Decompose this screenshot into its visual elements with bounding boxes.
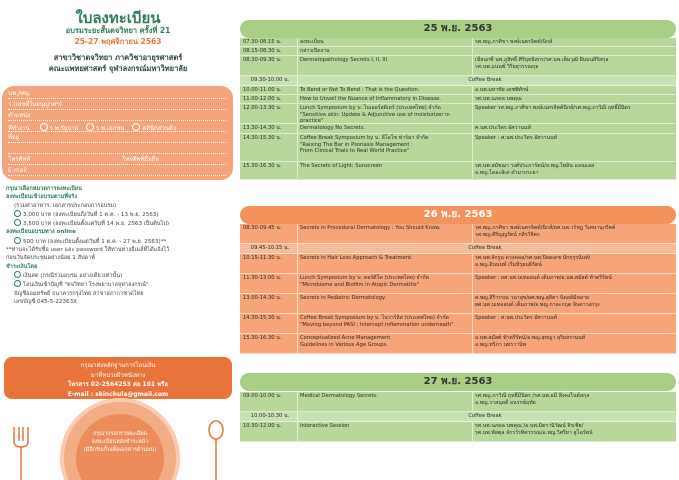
session-time: 15.30-16.30 น.	[243, 335, 282, 341]
position-field[interactable]: ตำแหน่ง	[8, 112, 226, 121]
session-row	[240, 334, 676, 354]
session-time: 10.15-11.30 น.	[243, 255, 282, 261]
session-title: Coffee Break	[468, 77, 502, 83]
session-time: 08.30-09.30 น.	[243, 57, 282, 63]
session-time: 12.00-13.30 น.	[243, 105, 282, 111]
plate-note-2: ลงทะเบียนหลังชำระหน้า	[91, 439, 149, 445]
column-divider	[472, 162, 473, 179]
session-title: How to Unveil the Nuance of Inflammatory in Disease.	[300, 96, 441, 102]
session-title: Secrets in Pediatric Dermatology.	[300, 295, 387, 301]
session-speaker: Speaker รศ.พญ.ภาศิขา พงษ์เนตรจิตต์นิกส์/รศ.พญ.ภาวิณี ฤทธิ์มีนิตร	[475, 105, 631, 111]
column-divider	[472, 422, 473, 441]
session-row	[240, 38, 676, 47]
column-divider	[472, 294, 473, 313]
contact-fax: โทรสาร 02-2564253 ต่อ 101 หรือ	[68, 381, 168, 388]
column-divider	[297, 124, 298, 133]
column-divider	[297, 47, 298, 55]
column-divider	[297, 224, 298, 243]
session-speaker: รศ.พญ.ภาศิขา พงษ์เนตรจิตต์/นิกส์/ผศ.นพ.วรัชฎ วิเศษานุกริตต์ รศ.พญ.ศิริญญรัตน์ กสิรวิจิตร	[475, 225, 616, 238]
session-speaker: Speaker : ศ.นพ.ประวิตร อัศวานนท์	[475, 135, 558, 141]
plate-note-1: กรุณากรอกรายละเอียด	[93, 431, 147, 437]
onsite-note: (รวมค่าอาหาร, เอกสารประกอบการอบรม)	[14, 202, 117, 209]
session-row	[240, 86, 676, 95]
online-option[interactable]: 500 บาท (ลงทะเบียนตั้งแต่วันที่ 1 ต.ค. - 27 พ.ย. 2563)**	[6, 237, 232, 246]
form-title: ใบลงทะเบียน	[75, 9, 161, 27]
column-divider	[297, 392, 298, 411]
session-time: 14.30-15.30 น.	[243, 135, 282, 141]
session-speaker: เขียนกซี นพ.ภูสิทธิ์ ศิริบุทธิสกร/รศ.นพ.เต็มวุฒิ ฝันบนสิริสกุล รศ.นพ.แนนซ์ วิริยสุวรรณกุล	[475, 57, 609, 70]
session-time: 13.00-14.30 น.	[243, 295, 282, 301]
schedule-panel	[237, 0, 679, 480]
column-divider	[472, 56, 473, 75]
division-name: สาขาวิชาตจวิทยา ภาควิชาอายุรศาสตร์	[53, 53, 183, 62]
address-field[interactable]: ที่อยู่	[8, 134, 226, 143]
column-divider	[297, 56, 298, 75]
session-speaker: อ.นพ.มหาชัย เตชพิทักษ์	[475, 87, 529, 93]
session-title: Coffee Break	[468, 245, 502, 251]
column-divider	[472, 334, 473, 353]
session-time: 10.00-11.00 น.	[243, 87, 282, 93]
payment-cash[interactable]: เงินสด (กรณีร่วมอบรม อย่างเดียวเท่านั้น)	[6, 271, 232, 280]
spoon-icon	[206, 420, 226, 480]
day-schedule-table	[240, 392, 676, 442]
address-field-2[interactable]	[8, 145, 226, 154]
online-note-2: ก่อนวันจัดประชุมอย่างน้อย 1 สัปดาห์	[6, 255, 96, 262]
day-header: 26 พ.ย. 2563	[240, 206, 676, 224]
session-time: 10.30-12.00 น.	[243, 423, 282, 429]
column-divider	[297, 134, 298, 161]
session-row	[240, 95, 676, 104]
column-divider	[472, 392, 473, 411]
session-time: 09.45-10.15 น.	[250, 245, 290, 251]
name-field[interactable]: นพ./พญ.	[8, 90, 226, 99]
session-row	[240, 134, 676, 162]
payment-transfer[interactable]: โอนเงินเข้าบัญชี "ตจวิทยา โรงพยาบาลจุฬาลงกรณ์"	[6, 280, 232, 289]
session-row	[240, 422, 676, 442]
online-heading: ลงทะเบียนอบรมทาง online	[6, 229, 76, 236]
session-time: 08.30-09.45 น.	[243, 225, 282, 231]
column-divider	[297, 314, 298, 333]
gov-hospital-radio[interactable]: ร.พ.รัฐบาล	[40, 123, 78, 133]
fork-icon	[10, 425, 32, 480]
session-title: Medical Dermatology Secrets.	[300, 393, 378, 399]
bank-info: บัญชีออมทรัพย์ ธนาคารกรุงไทย สาขาสภากาชาดไทย	[14, 290, 144, 297]
column-divider	[297, 244, 298, 253]
column-divider	[472, 95, 473, 103]
session-speaker: รศ.นพ.นภดล นพคุณ	[475, 96, 522, 102]
online-note-1: **ท่านจะได้รับชื่อ user และ password ให้ท่านทางอีเมล์ที่ได้แจ้งไว้	[6, 247, 170, 254]
column-divider	[297, 162, 298, 179]
session-speaker: รศ.พญ.ภาวิณี ฤทธิ์มีนิตร /รศ.นพ.อมี สิ่งคงไนต์สกุล อ.พญ.วาสนุลดี อนรรฆ์ฤทัย	[475, 393, 590, 406]
onsite-option-late[interactable]: 3,500 บาท (ลงทะเบียนตั้งแต่วันที่ 14 พ.ย. 2563 เป็นต้นไป)	[6, 219, 232, 228]
session-title: Dermatopathology Secrets I, II, III	[300, 57, 387, 63]
column-divider	[472, 38, 473, 46]
day-header: 27 พ.ย. 2563	[240, 373, 676, 391]
column-divider	[297, 95, 298, 103]
account-number: เลขบัญชี 045-5-22363X	[14, 298, 77, 305]
contact-email: E-mail : skinchula@gmail.com	[67, 390, 169, 398]
column-divider	[297, 422, 298, 441]
column-divider	[472, 104, 473, 123]
day-schedule-table	[240, 224, 676, 354]
session-title: Coffee Break Symposium by บ. ไนวาร์ลิส (ประเทศไทย) จำกัด "Moving beyond PASI : Intercept inflammation underneath"	[300, 315, 454, 328]
column-divider	[472, 86, 473, 94]
session-row	[240, 104, 676, 124]
faculty-name: คณะแพทยศาสตร์ จุฬาลงกรณ์มหาวิทยาลัย	[48, 64, 188, 73]
category-heading: กรุณาเลือกหมวดการลงทะเบียน	[6, 186, 82, 192]
onsite-heading: ลงทะเบียนเข้าอบรมตามที่จริง	[6, 194, 78, 201]
session-row	[240, 254, 676, 274]
session-time: 07.30-08.15 น.	[243, 39, 282, 45]
phone-field[interactable]: โทรศัพท์	[8, 156, 226, 165]
course-dates: 25-27 พฤศจิกายน 2563	[74, 37, 162, 46]
registration-panel	[0, 0, 236, 480]
session-title: Secrets in Procedural Dermatology : You Should Know.	[300, 225, 441, 231]
session-title: ลงทะเบียน	[300, 39, 324, 45]
session-title: To Bend or Not To Bend : That is the Question.	[300, 87, 420, 93]
column-divider	[297, 412, 298, 421]
day-schedule-table	[240, 38, 676, 180]
column-divider	[472, 274, 473, 293]
session-speaker: Speaker : ศ.นพ.ประวิตร อัศวานนท์	[475, 315, 558, 321]
session-title: Coffee Break	[468, 413, 502, 419]
private-hospital-radio[interactable]: ร.พ.เอกชน	[86, 123, 124, 133]
session-time: 13.30-14.30 น.	[243, 125, 282, 131]
session-speaker: รศ.พญ.ภาศิขา พงษ์เนตรจิตต์/นิกส์	[475, 39, 553, 45]
session-row	[240, 47, 676, 56]
plate-note-3: (มีอีกรับเก็บเพื่อเอกสารด้านบน)	[83, 447, 157, 453]
session-time: 15.30-16.30 น.	[243, 163, 282, 169]
session-row	[240, 124, 676, 134]
session-title: The Secrets of Light; Sunscreen	[300, 163, 383, 169]
plate-note	[70, 430, 170, 454]
session-title: Lunch Symposium by บ. ไบเออร์สดิเยร์ (ประเทศไทย) จำกัด "Sensitive skin: Update & Adjunctive use of moisturizer in practice"	[300, 105, 450, 124]
column-divider	[472, 134, 473, 161]
contact-box	[4, 357, 232, 399]
course-name: อบรมระยะสั้นตจวิทยา ครั้งที่ 21	[65, 26, 171, 35]
column-divider	[472, 314, 473, 333]
session-title: Conceptualized Acne Management Guidelines in Various Age Groups.	[300, 335, 391, 348]
session-time: 11.00-12.00 น.	[243, 96, 282, 102]
session-speaker: อ.นพ.สมัสต์ ท้าตรีรัตน์/อ.พญ.สุหญา สุริยสรานนท์ อ.พญ.ทริภา นทรวานิพ	[475, 335, 586, 348]
column-divider	[297, 76, 298, 85]
column-divider	[297, 334, 298, 353]
registration-form	[2, 86, 233, 180]
column-divider	[297, 104, 298, 123]
session-speaker: ศ.พญ.สิริวรรณ วนาสุข/ผศ.พญ.สุสิตา นิดลย์มิหลาย ผศ.นพ.นเทอลนด์ เต็มภาพ/อ.พญ.กาละกฤต จินดาวงกรุง	[475, 295, 600, 308]
workplace-field[interactable]	[8, 123, 226, 132]
mobile-field[interactable]: โทรศัพท์มือถือ	[122, 156, 159, 163]
session-time: 11.30-13.00 น.	[243, 275, 282, 281]
column-divider	[472, 254, 473, 273]
column-divider	[472, 47, 473, 55]
coffee-break-row	[240, 412, 676, 422]
license-field[interactable]: ว.(เลขที่ใบอนุญาตฯ)	[8, 101, 226, 110]
session-row	[240, 274, 676, 294]
session-title: Dermatology No Secrets.	[300, 125, 365, 131]
coffee-break-row	[240, 244, 676, 254]
session-speaker: รศ.นพ.สมัชฌา วงศ์ประภาร์ตน์/อ.พญ.ไพลิน แอนแลส อ.พญ.ไดอะลิเค่ ดำมากระยา	[475, 163, 595, 176]
session-title: Secrets in Hair Loss Approach & Treatment.	[300, 255, 413, 261]
column-divider	[472, 224, 473, 243]
payment-heading: ชำระเงินโดย	[6, 263, 38, 270]
session-title: กล่าวเปิดงาน	[300, 48, 330, 54]
column-divider	[297, 294, 298, 313]
contact-line-1: กรุณาส่งหลักฐานการโอนเงิน	[80, 362, 156, 369]
session-time: 09.00-10.00 น.	[243, 393, 282, 399]
session-time: 10.00-10.30 น.	[250, 413, 290, 419]
session-title: Lunch Symposium by บ. คอร์ติโค (ประเทศไทย) จำกัด "Microbiome and Biofilm in Atopic Dermatitis"	[300, 275, 430, 288]
session-title: Interactive Session	[300, 423, 350, 429]
session-speaker: Speaker : ผศ.นพ.นเทอลนด์ เต็มภาพ/อ.นพ.สมัสต์ ท้าตรีรัตน์	[475, 275, 612, 281]
session-speaker: ศ.นพ.ประวิตร อัศวานนท์	[475, 125, 531, 131]
column-divider	[297, 86, 298, 94]
session-row	[240, 392, 676, 412]
session-row	[240, 224, 676, 244]
session-row	[240, 162, 676, 180]
session-title: Coffee Break Symposium by บ. ลีโอโซ ฟาร์มา จำกัด "Raising The Bar in Psoriasis Management : From Clinical Trials to Real World Practice"	[300, 135, 429, 154]
email-field[interactable]: E-mail	[8, 167, 226, 176]
column-divider	[297, 38, 298, 46]
onsite-option-early[interactable]: 3,000 บาท (ลงทะเบียนถึงวันที่ 1 ต.ค. - 13 พ.ย. 2563)	[6, 210, 232, 219]
session-time: 08.15-08.30 น.	[243, 48, 282, 54]
session-speaker: รศ.นพ.จักรูน ดวงคลม/รศ.นพ.ปิลดเดช นักกุรุรนันท์/ อ.พญ.อินนนท์ เริ่มหิรุธนธิรัตน์	[475, 255, 591, 268]
column-divider	[297, 274, 298, 293]
session-speaker: รศ.นพ.นภดล นพคุณ /อ.นพ.มิตรานิวัฒน์ จิรเชีย/ รศ.นพ.พัสตุล จักรวัรทิศวรรณ/อ.พญ.วิศรียา สูโฉรัตน์	[475, 423, 593, 436]
private-clinic-radio[interactable]: คลินิกส่วนตัว	[132, 123, 176, 133]
contact-line-2: มาที่หน่วยผิวหนังทาง	[90, 371, 146, 379]
registration-info	[6, 185, 232, 306]
workplace-label: ที่ทำงาน	[8, 125, 30, 132]
column-divider	[472, 124, 473, 133]
session-row	[240, 294, 676, 314]
session-time: 14.30-15.30 น.	[243, 315, 282, 321]
session-time: 09.30-10.00 น.	[250, 77, 290, 83]
session-row	[240, 314, 676, 334]
session-row	[240, 56, 676, 76]
coffee-break-row	[240, 76, 676, 86]
day-header: 25 พ.ย. 2563	[240, 20, 676, 38]
column-divider	[297, 254, 298, 273]
